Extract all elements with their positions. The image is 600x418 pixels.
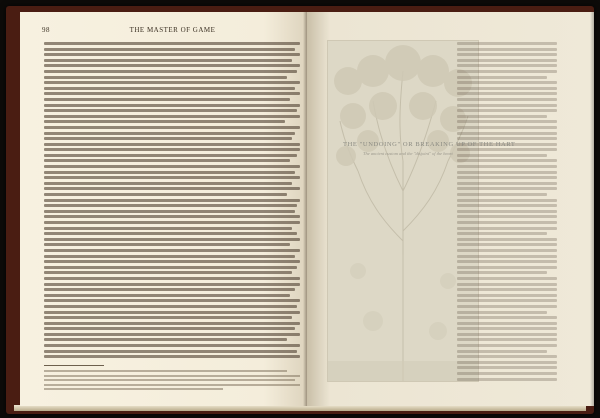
text-line	[44, 243, 290, 246]
text-line	[457, 120, 557, 123]
text-line	[457, 361, 557, 364]
text-line	[457, 355, 557, 358]
text-line	[457, 372, 557, 375]
text-line	[457, 76, 547, 79]
text-line	[457, 260, 557, 263]
text-line	[457, 283, 557, 286]
text-line	[44, 344, 300, 347]
text-line	[457, 243, 557, 246]
text-line	[457, 333, 557, 336]
text-line	[457, 159, 557, 162]
text-line	[44, 327, 295, 330]
text-line	[44, 187, 300, 190]
text-line	[44, 204, 297, 207]
text-line	[44, 283, 300, 286]
text-line	[44, 227, 292, 230]
right-text-column	[457, 42, 557, 382]
text-line	[457, 187, 557, 190]
text-line	[44, 249, 300, 252]
text-line	[44, 137, 292, 140]
text-line	[44, 193, 287, 196]
text-line	[44, 277, 300, 280]
text-line	[457, 104, 557, 107]
footnotes	[44, 370, 300, 398]
text-line	[457, 132, 557, 135]
text-line	[44, 126, 300, 129]
text-line	[457, 210, 557, 213]
text-line	[457, 238, 557, 241]
text-line	[44, 48, 295, 51]
text-line	[44, 81, 300, 84]
text-line	[457, 305, 557, 308]
text-line	[44, 87, 295, 90]
footnote-line	[44, 379, 295, 381]
text-line	[44, 232, 297, 235]
text-line	[44, 338, 287, 341]
text-line	[457, 322, 557, 325]
text-line	[44, 182, 292, 185]
footnote-line	[44, 370, 287, 372]
text-line	[457, 70, 557, 73]
text-line	[457, 92, 557, 95]
text-line	[457, 232, 547, 235]
text-line	[457, 294, 557, 297]
text-line	[44, 53, 300, 56]
text-line	[457, 221, 557, 224]
text-line	[44, 333, 300, 336]
text-line	[457, 199, 557, 202]
running-head	[42, 26, 293, 36]
text-line	[457, 249, 557, 252]
text-line	[44, 104, 300, 107]
text-line	[457, 53, 557, 56]
text-line	[44, 159, 290, 162]
text-line	[457, 81, 557, 84]
text-line	[44, 294, 290, 297]
text-line	[44, 288, 295, 291]
text-line	[44, 271, 292, 274]
text-line	[44, 70, 297, 73]
book-spread	[6, 6, 594, 414]
page-fore-edge	[590, 12, 594, 406]
text-line	[44, 132, 295, 135]
text-line	[457, 338, 557, 341]
text-line	[457, 344, 557, 347]
text-line	[457, 288, 557, 291]
text-line	[457, 59, 557, 62]
text-line	[44, 98, 290, 101]
text-line	[457, 165, 557, 168]
left-page	[20, 12, 307, 406]
text-line	[44, 76, 287, 79]
text-line	[44, 148, 300, 151]
text-line	[44, 109, 297, 112]
text-line	[44, 59, 292, 62]
text-line	[44, 255, 295, 258]
text-line	[44, 215, 300, 218]
text-line	[457, 98, 557, 101]
footnote-line	[44, 384, 300, 386]
plate-caption: THE "UNDOING" OR BREAKING UP OF THE HART	[343, 141, 516, 148]
text-line	[457, 204, 557, 207]
text-line	[457, 182, 557, 185]
text-line	[44, 165, 300, 168]
text-line	[44, 42, 300, 45]
text-line	[44, 176, 300, 179]
page-number: 98	[42, 26, 50, 34]
text-line	[44, 322, 300, 325]
text-line	[457, 42, 557, 45]
text-line	[457, 109, 557, 112]
tree-illustration	[328, 41, 478, 381]
text-line	[44, 171, 295, 174]
text-line	[457, 137, 557, 140]
text-line	[457, 350, 547, 353]
text-line	[457, 266, 557, 269]
text-line	[457, 311, 547, 314]
text-line	[44, 238, 300, 241]
text-line	[457, 64, 557, 67]
text-line	[44, 115, 300, 118]
text-line	[44, 120, 285, 123]
text-line	[457, 327, 557, 330]
text-line	[44, 92, 300, 95]
text-line	[44, 64, 300, 67]
text-line	[44, 260, 300, 263]
text-line	[457, 277, 557, 280]
text-line	[457, 227, 557, 230]
text-line	[457, 193, 547, 196]
left-text-column	[44, 42, 300, 360]
text-line	[44, 143, 300, 146]
text-line	[457, 87, 557, 90]
right-page	[307, 12, 594, 406]
text-line	[44, 316, 292, 319]
text-line	[457, 126, 557, 129]
footnote-rule	[44, 365, 104, 366]
footnote-line	[44, 388, 223, 390]
text-line	[44, 266, 297, 269]
text-line	[457, 48, 557, 51]
text-line	[44, 311, 300, 314]
text-line	[457, 255, 557, 258]
text-line	[44, 299, 300, 302]
text-line	[457, 366, 557, 369]
text-line	[457, 171, 557, 174]
book-title: THE MASTER OF GAME	[129, 26, 216, 34]
text-line	[44, 199, 300, 202]
text-line	[457, 215, 557, 218]
text-line	[457, 115, 547, 118]
text-line	[44, 221, 300, 224]
text-line	[457, 299, 557, 302]
text-line	[44, 350, 297, 353]
text-line	[457, 271, 547, 274]
footnote-line	[44, 375, 300, 377]
text-line	[457, 176, 557, 179]
text-line	[457, 316, 557, 319]
text-line	[44, 154, 297, 157]
text-line	[44, 355, 300, 358]
text-line	[457, 378, 557, 381]
plate-subcaption: The ancient custom and the "disjoint" of the heart	[363, 151, 453, 156]
text-line	[44, 210, 295, 213]
text-line	[44, 305, 297, 308]
